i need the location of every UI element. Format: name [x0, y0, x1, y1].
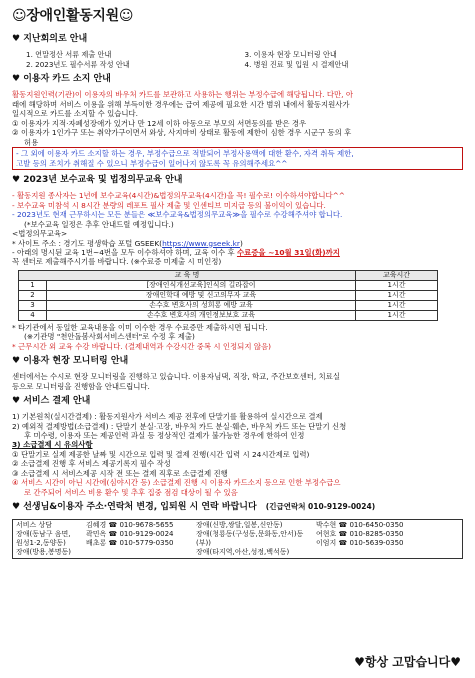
page-title: ☺장애인활동지원☺ [12, 8, 134, 24]
contact-col-region-2 [193, 520, 313, 558]
payment-line: 3) 소급결제 시 유의사항 [12, 440, 93, 450]
contact-table [12, 519, 463, 559]
card-case-1: ① 이용자가 지적·자폐성장애가 있거나 만 12세 이하 아동으로 부모의 서면동의를 받은 경우 [12, 118, 307, 128]
payment-line: ① 단말기로 실제 제공한 날짜 및 시간으로 입력 및 결제 진행(시간 입력 시 24시간제로 입력) [12, 449, 310, 459]
card-case-2: ② 이용자가 1인가구 또는 취약가구이면서 와상, 사지마비 상태로 활동에 제한이 심한 경우 시군구 동의 후 [12, 128, 352, 138]
edu-text-line: <법정의무교육> [12, 229, 68, 239]
table-cell: 1시간 [356, 280, 438, 290]
contact-col-region [13, 520, 83, 558]
edu-text-line: - 활동지원 종사자는 1년에 보수교육(4시간)&법정의무교육(4시간)을 꼭! 필수로! 이수하셔야합니다^^ [12, 191, 345, 201]
contact-cell: 배초롱 ☎ 010-5779-0350 [86, 539, 174, 548]
table-cell: 1시간 [356, 300, 438, 310]
section-heading-card: ♥ 이용자 카드 소지 안내 [12, 74, 111, 85]
urgent-contact: (긴급연락처 010-9129-0024) [265, 502, 376, 512]
edu-table [18, 270, 438, 321]
payment-line: 1) 기본원칙(실시간결제) : 활동지원사가 서비스 제공 전후에 단말기를 활용하여 실시간으로 결제 [12, 412, 323, 422]
table-cell: 손수호 변호사의 성희롱 예방 교육 [47, 300, 356, 310]
footer-thanks: ♥항상 고맙습니다♥ [354, 654, 461, 669]
table-cell: 4 [19, 310, 47, 320]
contact-cell: 이엄지 ☎ 010-5639-0350 [316, 539, 404, 548]
contact-col-staff-2 [313, 520, 462, 558]
edu-note: * 타기관에서 동일한 교육내용을 이미 이수한 경우 수료증만 제출하시면 됩니다. [12, 322, 268, 332]
list-item: 4. 병원 진료 및 입원 시 결제안내 [244, 60, 349, 70]
contact-cell: 장애(신방,쌍달,일봉,신안동) [196, 521, 283, 530]
table-cell: 3 [19, 300, 47, 310]
card-case-2-cont: 허용 [24, 137, 39, 147]
edu-deadline-line [12, 248, 463, 257]
card-text-line: 래에 해당하며 서비스 이용을 위해 부득이한 경우에는 급여 제공에 필요한 시간 범위 내에서 활동지원사가 [12, 99, 350, 109]
card-text-line: 일시적으로 카드를 소지할 수 있습니다. [12, 109, 138, 119]
table-header-row [19, 270, 438, 280]
gseek-link[interactable]: https://www.gseek.kr [162, 238, 240, 248]
table-header: 교 육 명 [19, 270, 356, 280]
edu-text-line: - 2023년도 현재 근무하시는 모든 분들은 ≪보수교육&법정의무교육≫을 필수로 수강해주셔야 합니다. [12, 210, 343, 220]
table-row [19, 280, 438, 290]
contact-cell: 여현호 ☎ 010-8285-0350 [316, 530, 404, 539]
payment-line: ③ 소급결제 시 서비스제공 시작 전 또는 결제 직후로 소급결제 진행 [12, 468, 228, 478]
table-cell: 손수호 변호사의 개인정보보호 교육 [47, 310, 356, 320]
payment-line: 후 미수령, 이용자 또는 제공인력 과실 등 정상적인 결제가 불가능한 경우에 한하여 인정 [24, 430, 305, 440]
payment-line: ④ 서비스 시간이 아닌 시간에(심야시간 등) 소급결제 진행 시 이용자 카드소지 등으로 인한 부정수급으 [12, 478, 341, 488]
card-warning-line: - 그 외에 이용자 카드 소지할 하는 경우, 부정수급으로 적발되어 부정사용액에 대한 환수, 자격 취득 제한, [16, 149, 354, 159]
section-heading-prev-notice: ♥ 지난회의로 안내 [12, 34, 88, 44]
section-heading-contact [12, 502, 463, 515]
payment-line: 로 간주되어 서비스 비용 환수 및 추후 집중 점검 대상이 될 수 있음 [24, 487, 238, 497]
edu-text-line: (*보수교육 일정은 추후 안내드릴 예정입니다.) [24, 219, 174, 229]
contact-cell: 박수현 ☎ 010-6450-0350 [316, 521, 404, 530]
contact-cell: 곽민옥 ☎ 010-9129-0024 [86, 530, 174, 539]
edu-site-close: ) [239, 238, 243, 248]
contact-heading-text: ♥ 선생님&이용자 주소·연락처 변경, 입퇴원 시 연락 바랍니다 [12, 502, 257, 513]
list-item: 2. 2023년도 필수서류 작성 안내 [26, 60, 130, 70]
section-heading-edu: ♥ 2023년 보수교육 및 법정의무교육 안내 [12, 175, 183, 186]
contact-cell: 김혜경 ☎ 010-9678-5655 [86, 521, 174, 530]
contact-cell: 서비스 상담 [16, 521, 53, 530]
monitor-text-line: 등으로 모니터링을 진행함을 안내드립니다. [12, 381, 150, 391]
contact-cell: 장애(동남구 음면, [16, 530, 71, 539]
contact-cell: 장애(청룡동(구성동,문화동,안서)동(부)) [196, 530, 304, 548]
edu-note: (※기관명 "천안돌봄사회서비스센터"로 수정 후 제출) [24, 332, 195, 342]
table-header: 교육시간 [356, 270, 438, 280]
card-warning-box [12, 147, 463, 170]
card-text-line: 활동지원인력(기관)이 이용자의 바우처 카드를 보관하고 사용하는 행위는 부정수급에 해당됩니다. 다만, 아 [12, 90, 353, 100]
table-row [19, 300, 438, 310]
contact-col-staff [83, 520, 193, 558]
section-heading-monitor: ♥ 이용자 현장 모니터링 안내 [12, 356, 129, 367]
monitor-text-line: 센터에서는 수시로 현장 모니터링을 진행하고 있습니다. 이용자님댁, 직장, 학교, 주간보호센터, 치료실 [12, 372, 340, 382]
table-cell: 1 [19, 280, 47, 290]
table-cell: 1시간 [356, 290, 438, 300]
payment-line: 2) 예외적 결제방법(소급결제) : 단말기 분실·고장, 바우처 카드 분실·훼손, 바우처 카드 또는 단말기 신청 [12, 421, 347, 431]
table-cell: [장애인식개선교육]인식의 길라잡이 [47, 280, 356, 290]
table-cell: 2 [19, 290, 47, 300]
table-cell: 1시간 [356, 310, 438, 320]
list-item: 1. 연말정산 서류 제출 안내 [26, 50, 112, 59]
edu-site-label: * 사이트 주소 : 경기도 평생학습 포털 GSEEK( [12, 238, 163, 248]
edu-site-line [12, 239, 463, 248]
contact-cell: 장애(타지역,아산,성정,백석동) [196, 548, 290, 557]
card-warning-line: 고발 등의 조치가 취해질 수 있으니 부정수급이 일어나지 않도록 꼭 유의해주세요^^ [16, 158, 288, 168]
edu-note: * 근무시간 외 교육 수강 바랍니다. (결제내역과 수강시간 중복 시 인정되지 않음) [12, 341, 271, 351]
contact-cell: 원성1·2,동양동) [16, 539, 66, 548]
table-row [19, 310, 438, 320]
payment-line: ② 소급결제 진행 후 서비스 제공기록지 필수 작성 [12, 459, 171, 469]
prev-notice-list [12, 50, 463, 69]
edu-text-line: 꼭 센터로 제출해주시기를 바랍니다. (※수료증 미제출 시 미인정) [12, 257, 222, 267]
section-heading-payment: ♥ 서비스 결제 안내 [12, 396, 91, 407]
contact-cell: 장애(방용,봉명동) [16, 548, 72, 557]
list-item: 3. 이용자 현장 모니터링 안내 [244, 50, 337, 59]
edu-deadline-text: - 아래의 명시된 교육 1번~4번을 모두 이수하셔야 하며, 교육 이수 후 [12, 248, 235, 257]
table-cell: 장애인학대 예방 및 신고의무자 교육 [47, 290, 356, 300]
edu-text-line: - 보수교육 미참석 시 8시간 분량의 레포트 필사 제출 및 인센티브 미지급 등의 불이익이 있습니다. [12, 200, 326, 210]
table-row [19, 290, 438, 300]
edu-deadline-date: 수료증을 ~10월 31일(화)까지 [236, 248, 340, 257]
